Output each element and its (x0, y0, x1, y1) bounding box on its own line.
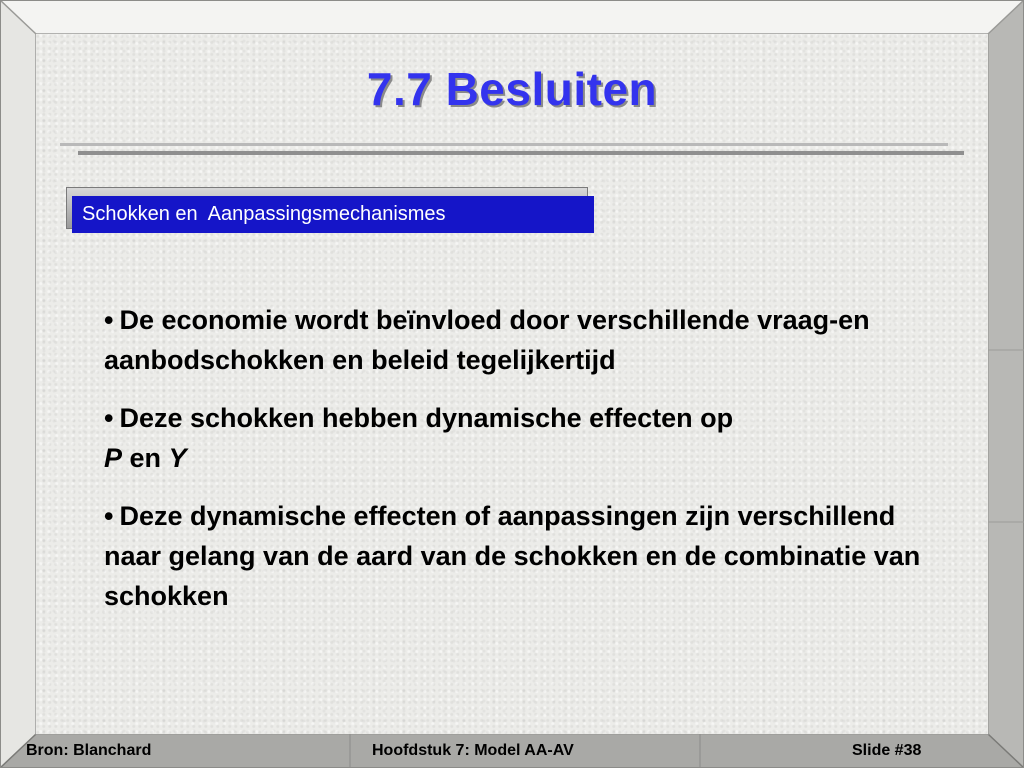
bullet-text: Deze dynamische effecten of aanpassingen zijn verschillend naar gelang van de aard van de schokken en de combinatie van schokken (104, 501, 921, 611)
bullet-item (104, 398, 934, 478)
bullet-text: Deze schokken hebben dynamische effecten op (119, 403, 734, 433)
bullet-item (104, 496, 934, 616)
footer-slide-number: Slide #38 (852, 742, 922, 759)
bullet-dot-icon: • (104, 305, 114, 335)
subtitle-label: Schokken en Aanpassingsmechanismes (72, 196, 594, 233)
title-divider-top (60, 143, 948, 146)
bullet-list (104, 300, 934, 634)
variable-y: Y (168, 443, 187, 473)
bullet-text: De economie wordt beïnvloed door verschillende vraag-en aanbodschokken en beleid tegelijkertijd (104, 305, 870, 375)
footer-source: Bron: Blanchard (26, 742, 152, 759)
bullet-dot-icon: • (104, 403, 114, 433)
title-divider-bottom (78, 151, 964, 155)
variable-p: P (104, 443, 123, 473)
bullet-item (104, 300, 934, 380)
slide-title: 7.7 Besluiten (366, 63, 658, 115)
footer-chapter: Hoofdstuk 7: Model AA-AV (372, 742, 574, 759)
bullet-text-connector: en (129, 443, 162, 473)
bullet-dot-icon: • (104, 501, 114, 531)
